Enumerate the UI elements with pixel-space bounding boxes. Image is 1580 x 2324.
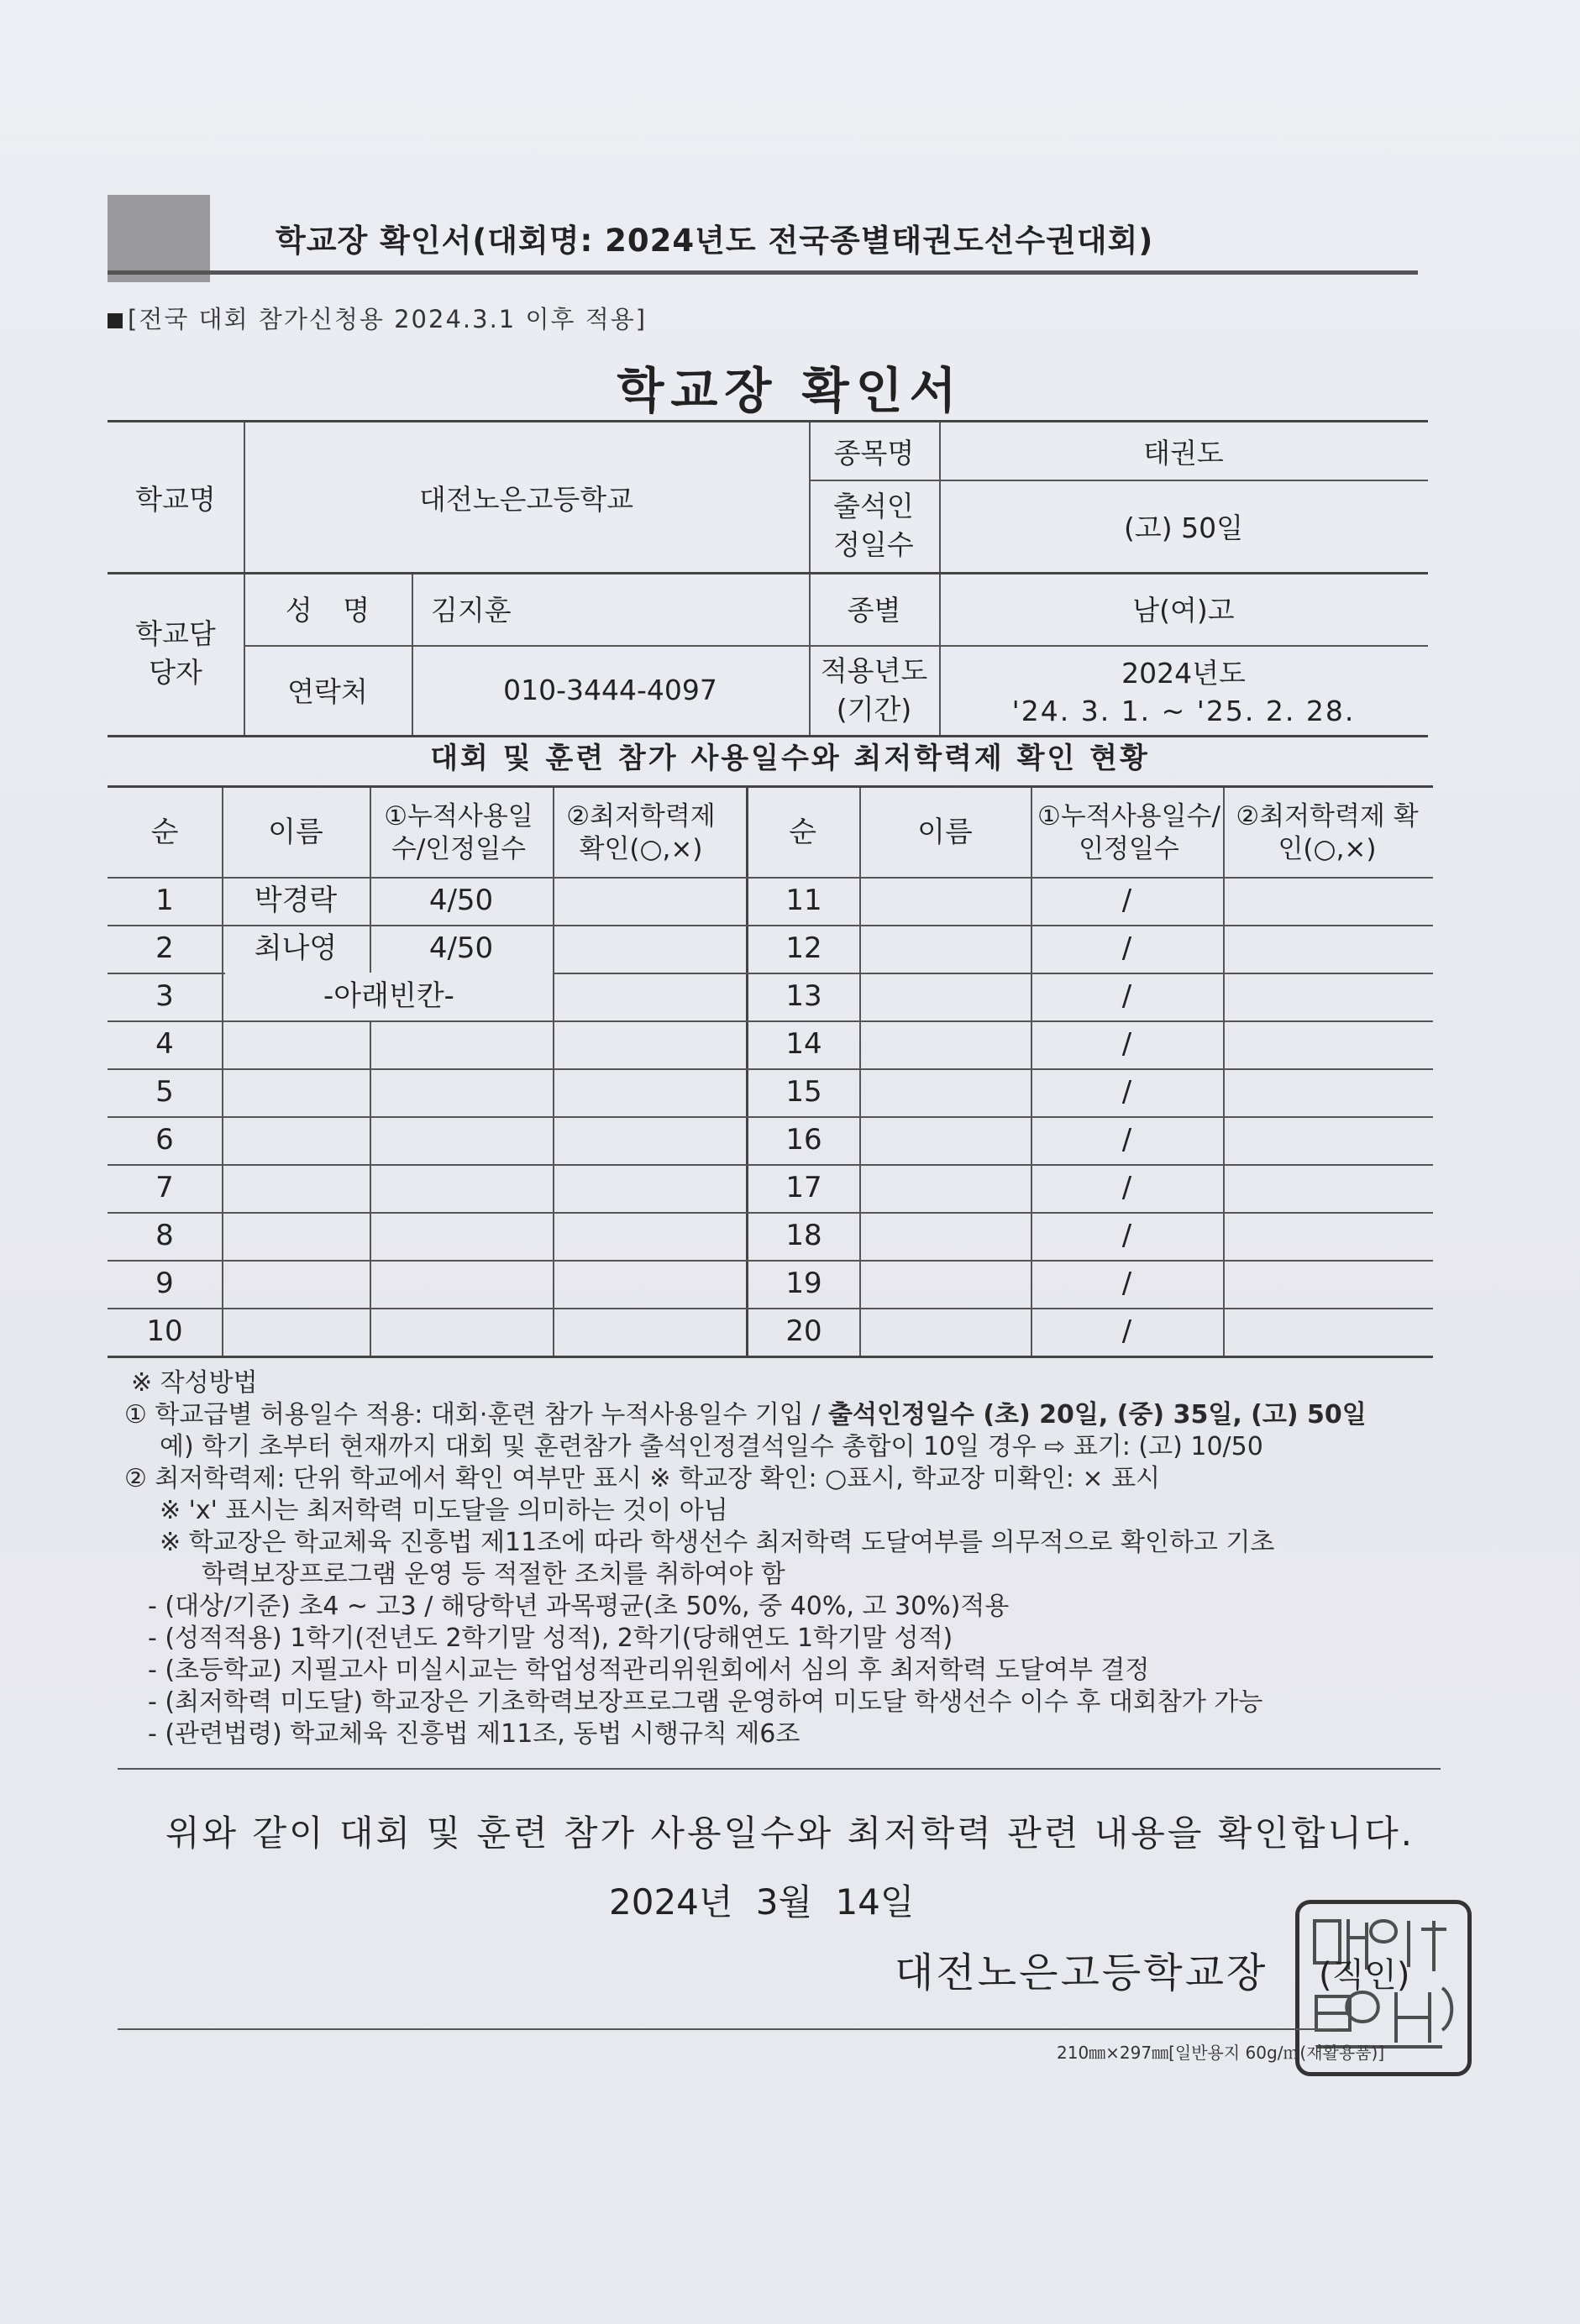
- year-value: 2024년도: [1121, 656, 1246, 690]
- participant-grid: [108, 785, 1433, 1358]
- header-minlevel-right: ②최저학력제 확인(○,×): [1236, 801, 1419, 864]
- instruction-line-10: - (최저학력 미도달) 학교장은 기초학력보장프로그램 운영하여 미도달 학생선수 이수 후 대회참가 가능: [148, 1687, 1263, 1717]
- row-6-no: 6: [155, 1123, 174, 1157]
- seal-mark-label: (직인): [1319, 1956, 1410, 1995]
- instruction-line-5: ※ 학교장은 학교체육 진흥법 제11조에 따라 학생선수 최저학력 도달여부를 의무적으로 확인하고 기초: [160, 1528, 1275, 1557]
- blank-below-note: -아래빈칸-: [225, 973, 553, 1020]
- row-20-days: /: [1121, 1314, 1132, 1349]
- instruction-line-9: - (초등학교) 지필고사 미실시교는 학업성적관리위원회에서 심의 후 최저학력 도달여부 결정: [148, 1655, 1150, 1685]
- section-title: 대회 및 훈련 참가 사용일수와 최저학력제 확인 현황: [430, 742, 1150, 775]
- instructions: [124, 1367, 1435, 1750]
- row-18-days: /: [1121, 1219, 1132, 1253]
- row-13-days: /: [1121, 979, 1132, 1014]
- application-note-text: [전국 대회 참가신청용 2024.3.1 이후 적용]: [128, 305, 648, 333]
- row-5-no: 5: [155, 1075, 174, 1110]
- gender-label: 종별: [847, 594, 901, 627]
- header-rule: [108, 270, 1418, 275]
- instruction-line-3: ② 최저학력제: 단위 학교에서 확인 여부만 표시 ※ 학교장 확인: ○표시, 학교장 미확인: × 표시: [124, 1464, 1161, 1493]
- header-days-left: ①누적사용일수/인정일수: [384, 801, 533, 864]
- row-3-no: 3: [155, 979, 174, 1014]
- row-16-days: /: [1121, 1123, 1132, 1157]
- event-label: 종목명: [833, 436, 915, 470]
- row-17-days: /: [1121, 1171, 1132, 1205]
- school-name-value: 대전노은고등학교: [418, 482, 634, 516]
- header-minlevel-left: ②최저학력제 확인(○,×): [566, 801, 716, 864]
- header-no-right: 순: [789, 815, 816, 849]
- row-18-no: 18: [785, 1219, 822, 1253]
- row-11-days: /: [1121, 884, 1132, 918]
- footer-rule: [118, 2028, 1336, 2030]
- header-no-left: 순: [150, 815, 179, 849]
- year-label: 적용년도(기간): [820, 653, 928, 726]
- row-1-name: 박경락: [254, 884, 338, 918]
- instruction-line-2: 예) 학기 초부터 현재까지 대회 및 훈련참가 출석인정결석일수 총합이 10일 경우 ⇨ 표기: (고) 10/50: [160, 1432, 1263, 1461]
- instruction-line-1-text: ① 학교급별 허용일수 적용: 대회·훈련 참가 누적사용일수 기입 /: [124, 1400, 828, 1430]
- row-10-no: 10: [146, 1314, 183, 1349]
- paper-spec: 210㎜×297㎜[일반용지 60g/㎡(재활용품)]: [1057, 2043, 1385, 2063]
- manager-name-label: 성 명: [285, 594, 370, 627]
- attendance-label: 출석인정일수: [833, 490, 914, 561]
- instruction-line-7: - (대상/기준) 초4 ~ 고3 / 해당학년 과목평균(초 50%, 중 40%, 고 30%)적용: [148, 1592, 1010, 1621]
- row-7-no: 7: [155, 1171, 174, 1205]
- row-15-no: 15: [785, 1075, 822, 1110]
- school-info-table: [108, 420, 1428, 737]
- row-4-no: 4: [155, 1027, 174, 1062]
- row-12-days: /: [1121, 931, 1132, 966]
- row-16-no: 16: [785, 1123, 822, 1157]
- header-days-right: ①누적사용일수/인정일수: [1037, 801, 1220, 864]
- manager-contact-value: 010-3444-4097: [503, 674, 717, 706]
- application-note: [108, 301, 647, 335]
- instruction-line-1-bold: 출석인정일수 (초) 20일, (중) 35일, (고) 50일: [828, 1400, 1367, 1430]
- school-name-label: 학교명: [135, 482, 216, 516]
- square-bullet-icon: [108, 313, 123, 328]
- gender-value: 남(여)고: [1132, 594, 1235, 627]
- row-12-no: 12: [785, 931, 822, 966]
- row-11-no: 11: [785, 884, 822, 918]
- row-9-no: 9: [155, 1267, 174, 1301]
- row-13-no: 13: [785, 979, 822, 1014]
- manager-label: 학교담당자: [135, 617, 216, 689]
- header-name-left: 이름: [268, 815, 323, 849]
- row-14-no: 14: [785, 1027, 822, 1062]
- instructions-divider: [118, 1768, 1441, 1770]
- row-2-name: 최나영: [254, 931, 338, 966]
- confirmation-statement: 위와 같이 대회 및 훈련 참가 사용일수와 최저학력 관련 내용을 확인합니다.: [165, 1813, 1415, 1854]
- instruction-line-4: ※ 'x' 표시는 최저학력 미도달을 의미하는 것이 아님: [160, 1496, 728, 1525]
- event-value: 태권도: [1143, 436, 1224, 470]
- row-8-no: 8: [155, 1219, 174, 1253]
- header-gray-block: [108, 195, 210, 282]
- principal-name: 대전노은고등학교장: [895, 1949, 1268, 1996]
- row-20-no: 20: [785, 1314, 822, 1349]
- row-15-days: /: [1121, 1075, 1132, 1110]
- manager-contact-label: 연락처: [287, 675, 368, 708]
- attendance-value: (고) 50일: [1124, 511, 1243, 544]
- instruction-line-11: - (관련법령) 학교체육 진흥법 제11조, 동법 시행규칙 제6조: [148, 1719, 800, 1749]
- row-1-days: 4/50: [428, 884, 494, 918]
- row-14-days: /: [1121, 1027, 1132, 1062]
- period-value: '24. 3. 1. ~ '25. 2. 28.: [1011, 694, 1356, 727]
- row-2-days: 4/50: [428, 931, 494, 966]
- instruction-line-6: 학력보장프로그램 운영 등 적절한 조치를 취하여야 함: [202, 1560, 785, 1589]
- row-2-no: 2: [155, 931, 174, 966]
- row-19-days: /: [1121, 1267, 1132, 1301]
- issue-date: 2024년 3월 14일: [609, 1881, 915, 1923]
- instruction-line-8: - (성적적용) 1학기(전년도 2학기말 성적), 2학기(당해연도 1학기말 성적): [148, 1624, 953, 1653]
- page-title: 학교장 확인서: [617, 362, 963, 419]
- manager-name-value: 김지훈: [431, 594, 512, 627]
- header-name-right: 이름: [917, 815, 973, 849]
- row-17-no: 17: [785, 1171, 822, 1205]
- row-19-no: 19: [785, 1267, 822, 1301]
- instructions-heading: ※ 작성방법: [131, 1368, 258, 1398]
- row-1-no: 1: [155, 884, 174, 918]
- document-header-title: 학교장 확인서(대회명: 2024년도 전국종별태권도선수권대회): [276, 223, 1154, 259]
- instruction-line-1: [124, 1399, 1435, 1431]
